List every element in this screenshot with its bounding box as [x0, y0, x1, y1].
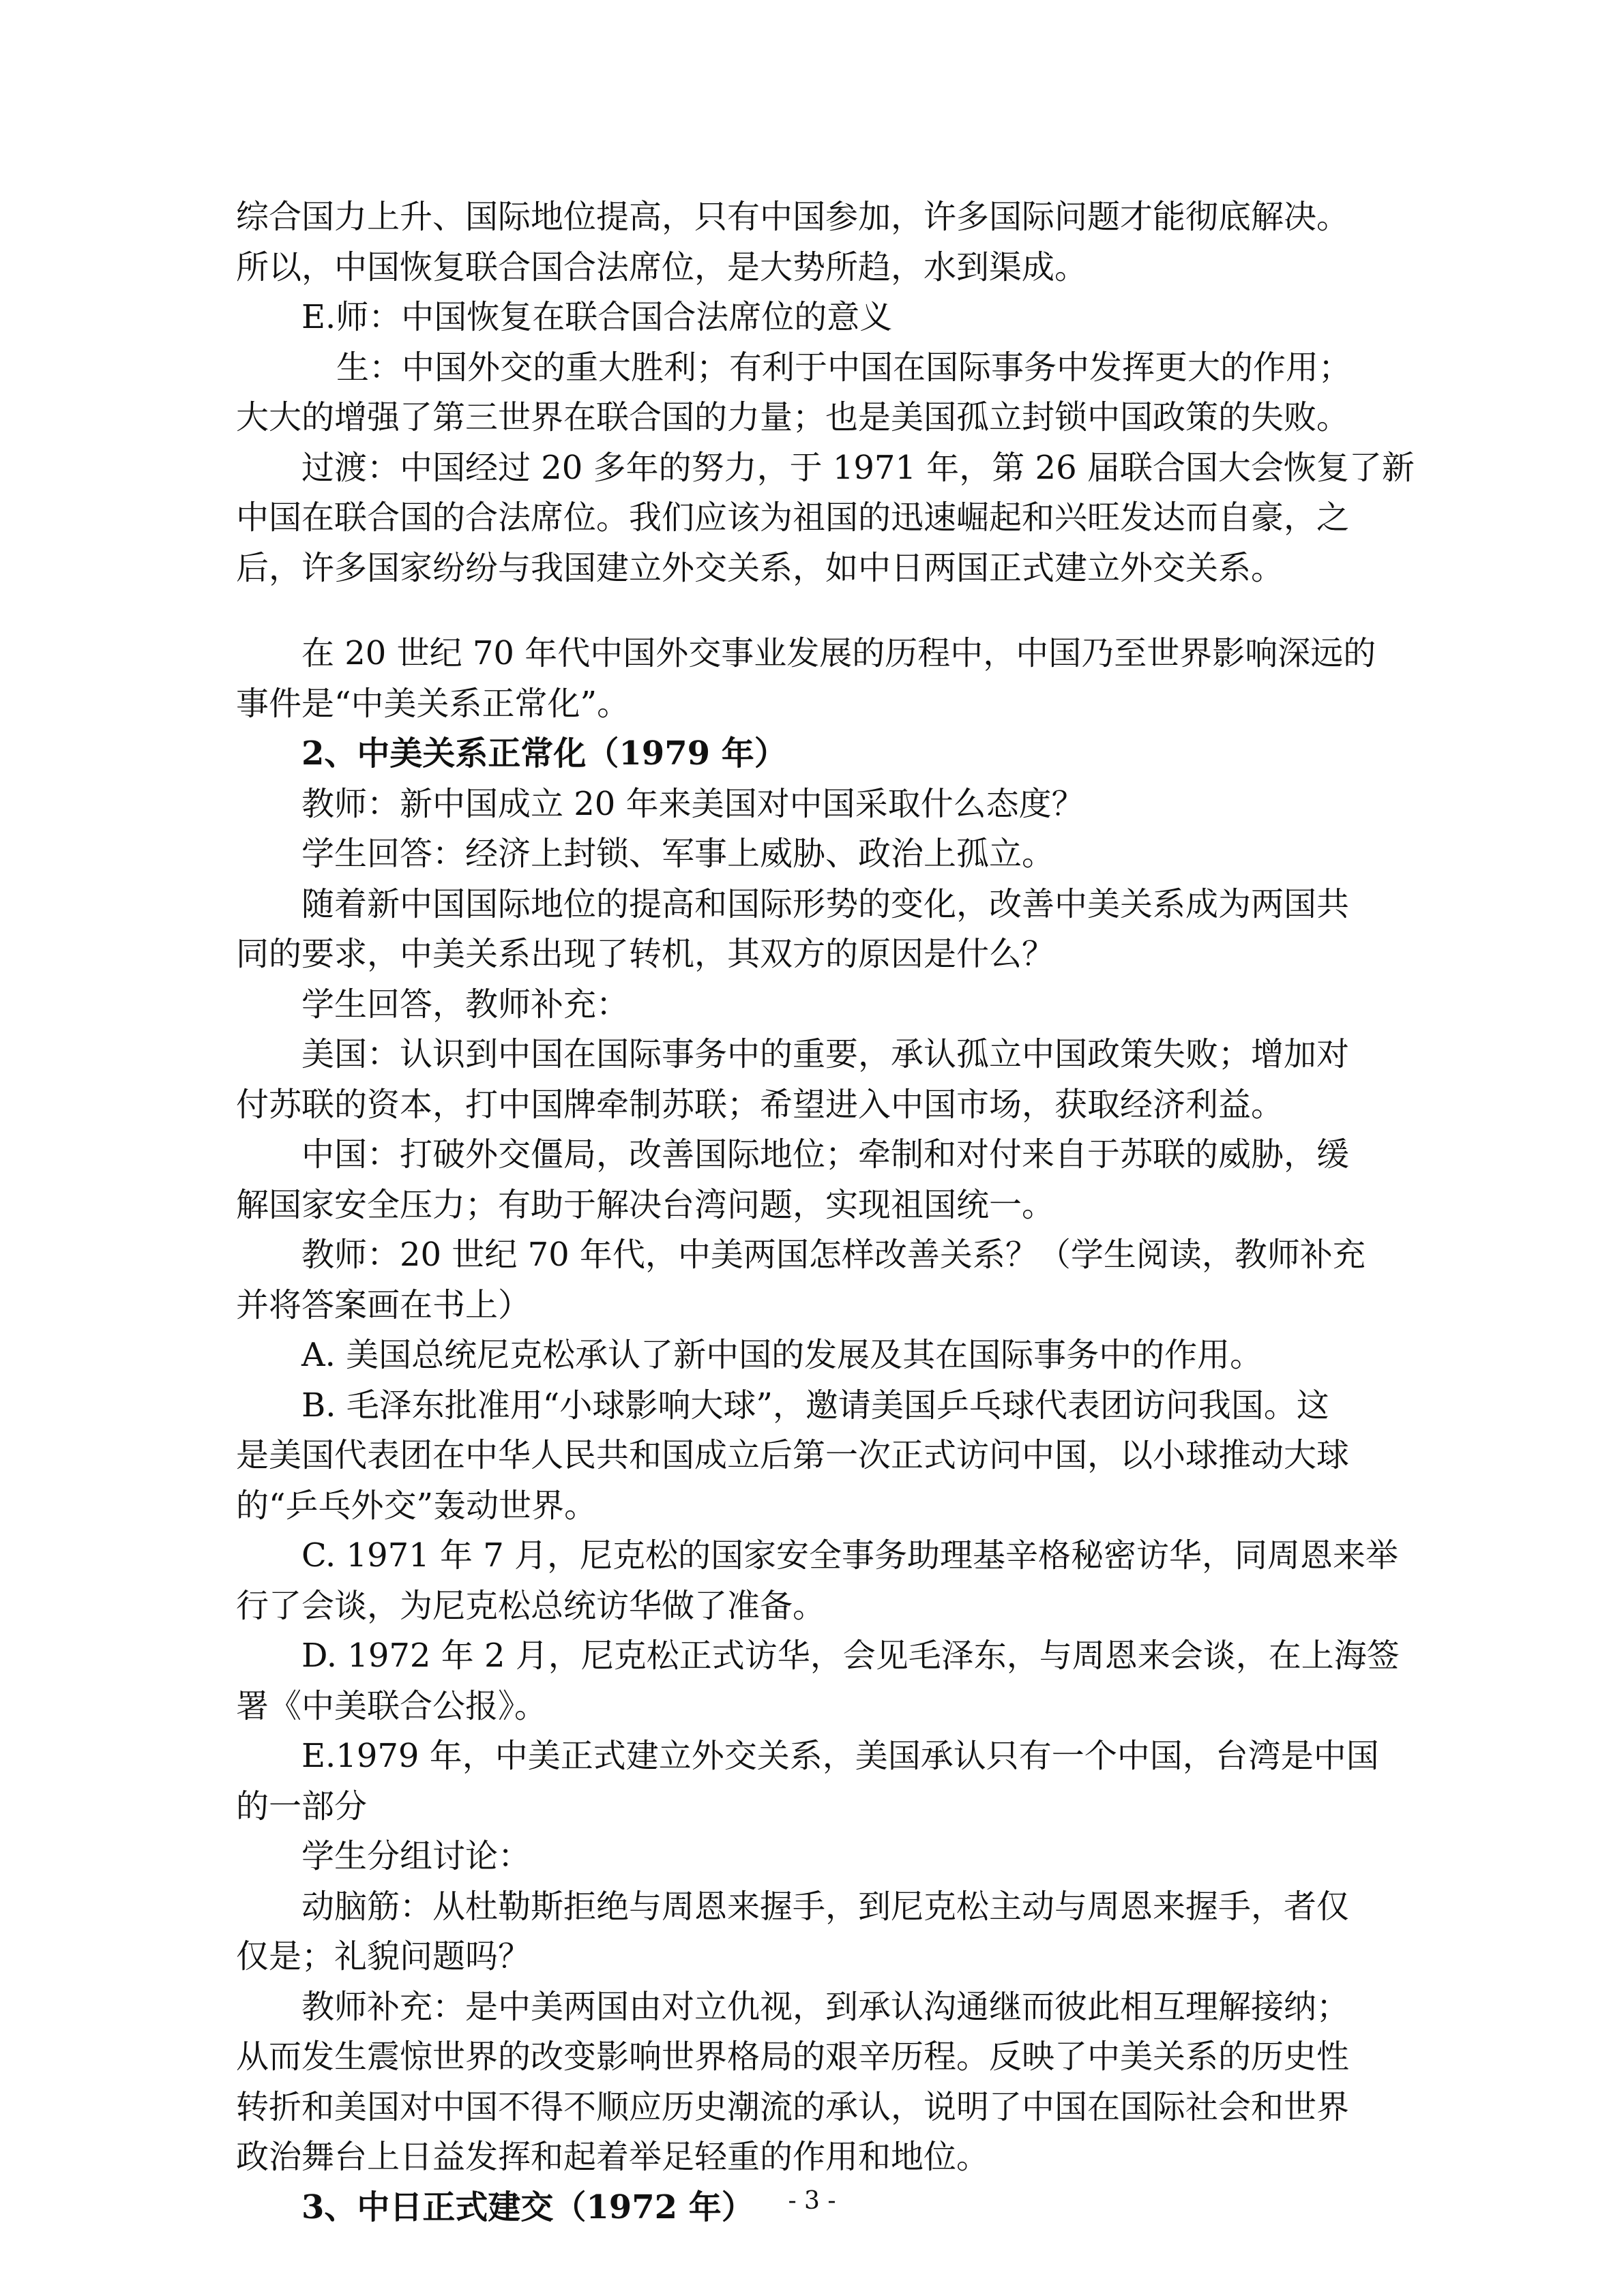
section-heading: 3、中日正式建交（1972 年） — [301, 2188, 754, 2226]
text-line: E.1979 年，中美正式建立外交关系，美国承认只有一个中国，台湾是中国 — [301, 1737, 1379, 1775]
text-line: A. 美国总统尼克松承认了新中国的发展及其在国际事务中的作用。 — [301, 1336, 1263, 1374]
text-line: 解国家安全压力；有助于解决台湾问题，实现祖国统一。 — [236, 1185, 1055, 1224]
document-body — [236, 192, 1415, 2233]
text-line: 在 20 世纪 70 年代中国外交事业发展的历程中，中国乃至世界影响深远的 — [301, 634, 1376, 672]
text-line: 仅是；礼貌问题吗？ — [236, 1937, 531, 1976]
text-line: 综合国力上升、国际地位提高，只有中国参加，许多国际问题才能彻底解决。 — [236, 198, 1350, 236]
text-line: 随着新中国国际地位的提高和国际形势的变化，改善中美关系成为两国共 — [301, 884, 1350, 923]
text-line: E.师：中国恢复在联合国合法席位的意义 — [301, 298, 893, 336]
text-line: 并将答案画在书上） — [236, 1285, 531, 1324]
text-line: 付苏联的资本，打中国牌牵制苏联；希望进入中国市场，获取经济利益。 — [236, 1085, 1284, 1124]
text-line: 的“乒乓外交”轰动世界。 — [236, 1486, 597, 1525]
text-line: 从而发生震惊世界的改变影响世界格局的艰辛历程。反映了中美关系的历史性 — [236, 2038, 1350, 2076]
text-line: 署《中美联合公报》。 — [236, 1686, 548, 1725]
text-line: 转折和美国对中国不得不顺应历史潮流的承认，说明了中国在国际社会和世界 — [236, 2087, 1350, 2126]
text-line: 所以，中国恢复联合国合法席位，是大势所趋，水到渠成。 — [236, 248, 1088, 286]
text-line: 政治舞台上日益发挥和起着举足轻重的作用和地位。 — [236, 2138, 990, 2176]
text-line: 过渡：中国经过 20 多年的努力，于 1971 年，第 26 届联合国大会恢复了新 — [301, 448, 1415, 487]
text-line: 美国：认识到中国在国际事务中的重要，承认孤立中国政策失败；增加对 — [301, 1035, 1350, 1073]
text-line: 教师：20 世纪 70 年代，中美两国怎样改善关系？（学生阅读，教师补充 — [301, 1236, 1365, 1274]
page-number: - 3 - — [788, 2187, 836, 2215]
text-line: 教师补充：是中美两国由对立仇视，到承认沟通继而彼此相互理解接纳； — [301, 1987, 1350, 2026]
text-line: 是美国代表团在中华人民共和国成立后第一次正式访问中国，以小球推动大球 — [236, 1436, 1350, 1474]
text-line: 中国：打破外交僵局，改善国际地位；牵制和对付来自于苏联的威胁，缓 — [301, 1135, 1350, 1174]
text-line: C. 1971 年 7 月，尼克松的国家安全事务助理基辛格秘密访华，同周恩来举 — [301, 1536, 1399, 1575]
text-line: 生：中国外交的重大胜利；有利于中国在国际事务中发挥更大的作用； — [336, 348, 1352, 387]
text-line: 行了会谈，为尼克松总统访华做了准备。 — [236, 1586, 826, 1625]
text-line: 大大的增强了第三世界在联合国的力量；也是美国孤立封锁中国政策的失败。 — [236, 398, 1350, 436]
text-line: 学生回答：经济上封锁、军事上威胁、政治上孤立。 — [301, 835, 1055, 873]
text-line: 中国在联合国的合法席位。我们应该为祖国的迅速崛起和兴旺发达而自豪，之 — [236, 498, 1350, 537]
text-line: 的一部分 — [236, 1787, 368, 1825]
text-line: 学生回答，教师补充： — [301, 985, 630, 1024]
text-line: 后，许多国家纷纷与我国建立外交关系，如中日两国正式建立外交关系。 — [236, 548, 1284, 587]
text-line: 同的要求，中美关系出现了转机，其双方的原因是什么？ — [236, 935, 1055, 973]
text-line: 动脑筋：从杜勒斯拒绝与周恩来握手，到尼克松主动与周恩来握手，者仅 — [301, 1887, 1350, 1926]
paragraph-gap — [236, 593, 1389, 629]
section-heading: 2、中美关系正常化（1979 年） — [301, 734, 787, 773]
text-line: 事件是“中美关系正常化”。 — [236, 684, 630, 723]
text-line: B. 毛泽东批准用“小球影响大球”，邀请美国乒乓球代表团访问我国。这 — [301, 1386, 1329, 1425]
text-line: D. 1972 年 2 月，尼克松正式访华，会见毛泽东，与周恩来会谈，在上海签 — [301, 1637, 1400, 1675]
text-line: 教师：新中国成立 20 年来美国对中国采取什么态度？ — [301, 784, 1084, 823]
text-line: 学生分组讨论： — [301, 1837, 531, 1875]
